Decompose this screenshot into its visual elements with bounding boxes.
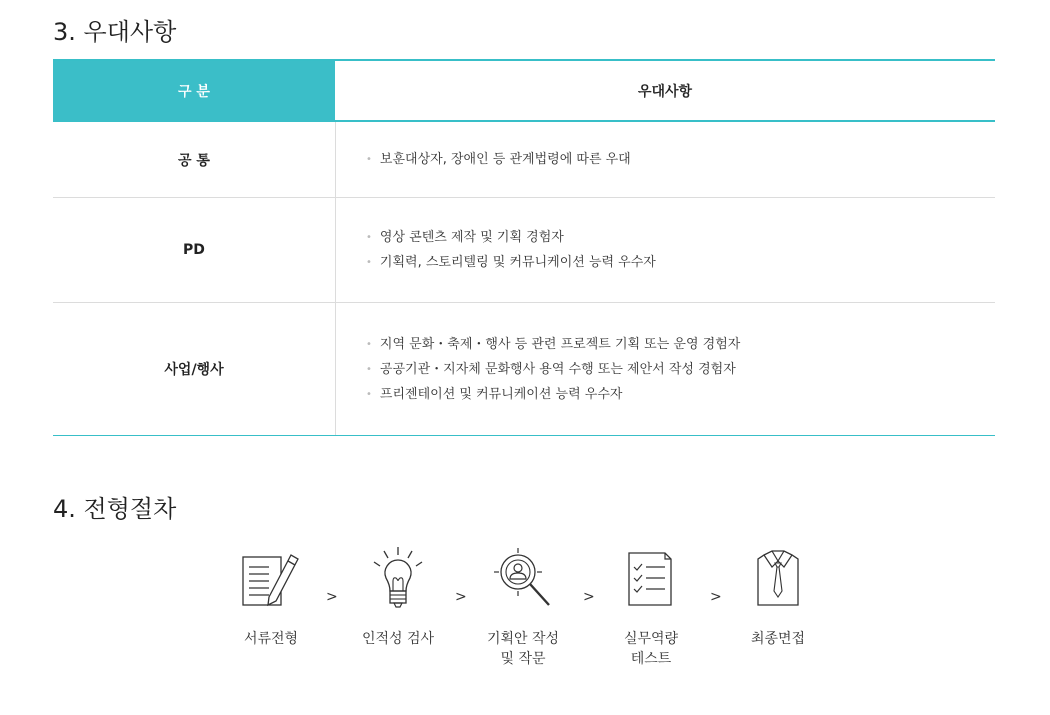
bullet-icon: •: [366, 363, 372, 375]
process-steps: [0, 545, 1050, 715]
item-text: 보훈대상자, 장애인 등 관계법령에 따른 우대: [379, 152, 631, 167]
item-text: 기획력, 스토리텔링 및 커뮤니케이션 능력 우수자: [379, 255, 656, 270]
list-item: [366, 357, 995, 382]
list-item: [366, 147, 995, 172]
arrow-icon: >: [583, 589, 595, 605]
item-text: 지역 문화・축제・행사 등 관련 프로젝트 기획 또는 운영 경험자: [379, 336, 741, 352]
step-aptitude-test: [338, 545, 458, 649]
header-category: 구 분: [53, 61, 335, 121]
row-category: 공 통: [53, 122, 336, 197]
header-benefit: 우대사항: [335, 61, 995, 121]
bullet-icon: •: [366, 154, 372, 165]
arrow-icon: >: [455, 589, 467, 605]
item-text: 프리젠테이션 및 커뮤니케이션 능력 우수자: [379, 386, 623, 402]
benefits-table: [53, 59, 995, 436]
bullet-icon: •: [366, 257, 372, 268]
arrow-icon: >: [710, 589, 722, 605]
list-item: [366, 382, 995, 407]
bullet-icon: •: [366, 338, 372, 350]
row-category: 사업/행사: [53, 303, 336, 435]
list-item: [366, 250, 995, 275]
table-header: [53, 61, 995, 121]
step-label: 기획안 작성 및 작문: [486, 631, 560, 667]
step-label: 실무역량 테스트: [623, 631, 679, 667]
step-label: 서류전형: [243, 631, 299, 647]
magnifier-person-icon: [491, 545, 555, 611]
step-practical-test: [591, 545, 711, 669]
table-row: [53, 302, 995, 435]
section-title-process: 4. 전형절차: [53, 495, 177, 523]
lightbulb-icon: [366, 545, 430, 611]
row-items: [336, 303, 995, 435]
row-items: [336, 122, 995, 197]
checklist-icon: [619, 545, 683, 611]
document-pen-icon: [239, 545, 303, 611]
step-planning-writing: [463, 545, 583, 669]
item-text: 영상 콘텐츠 제작 및 기획 경험자: [379, 230, 564, 245]
step-document-screening: [211, 545, 331, 649]
shirt-tie-icon: [746, 545, 810, 611]
table-row: [53, 121, 995, 197]
step-label: 최종면접: [750, 631, 806, 647]
item-text: 공공기관・지자체 문화행사 용역 수행 또는 제안서 작성 경험자: [379, 361, 736, 377]
table-row: [53, 197, 995, 302]
section-title-benefits: 3. 우대사항: [53, 18, 177, 46]
step-label: 인적성 검사: [361, 631, 435, 647]
step-final-interview: [718, 545, 838, 649]
bullet-icon: •: [366, 232, 372, 243]
list-item: [366, 225, 995, 250]
bullet-icon: •: [366, 388, 372, 400]
arrow-icon: >: [326, 589, 338, 605]
row-category: PD: [53, 198, 336, 302]
list-item: [366, 332, 995, 357]
row-items: [336, 198, 995, 302]
